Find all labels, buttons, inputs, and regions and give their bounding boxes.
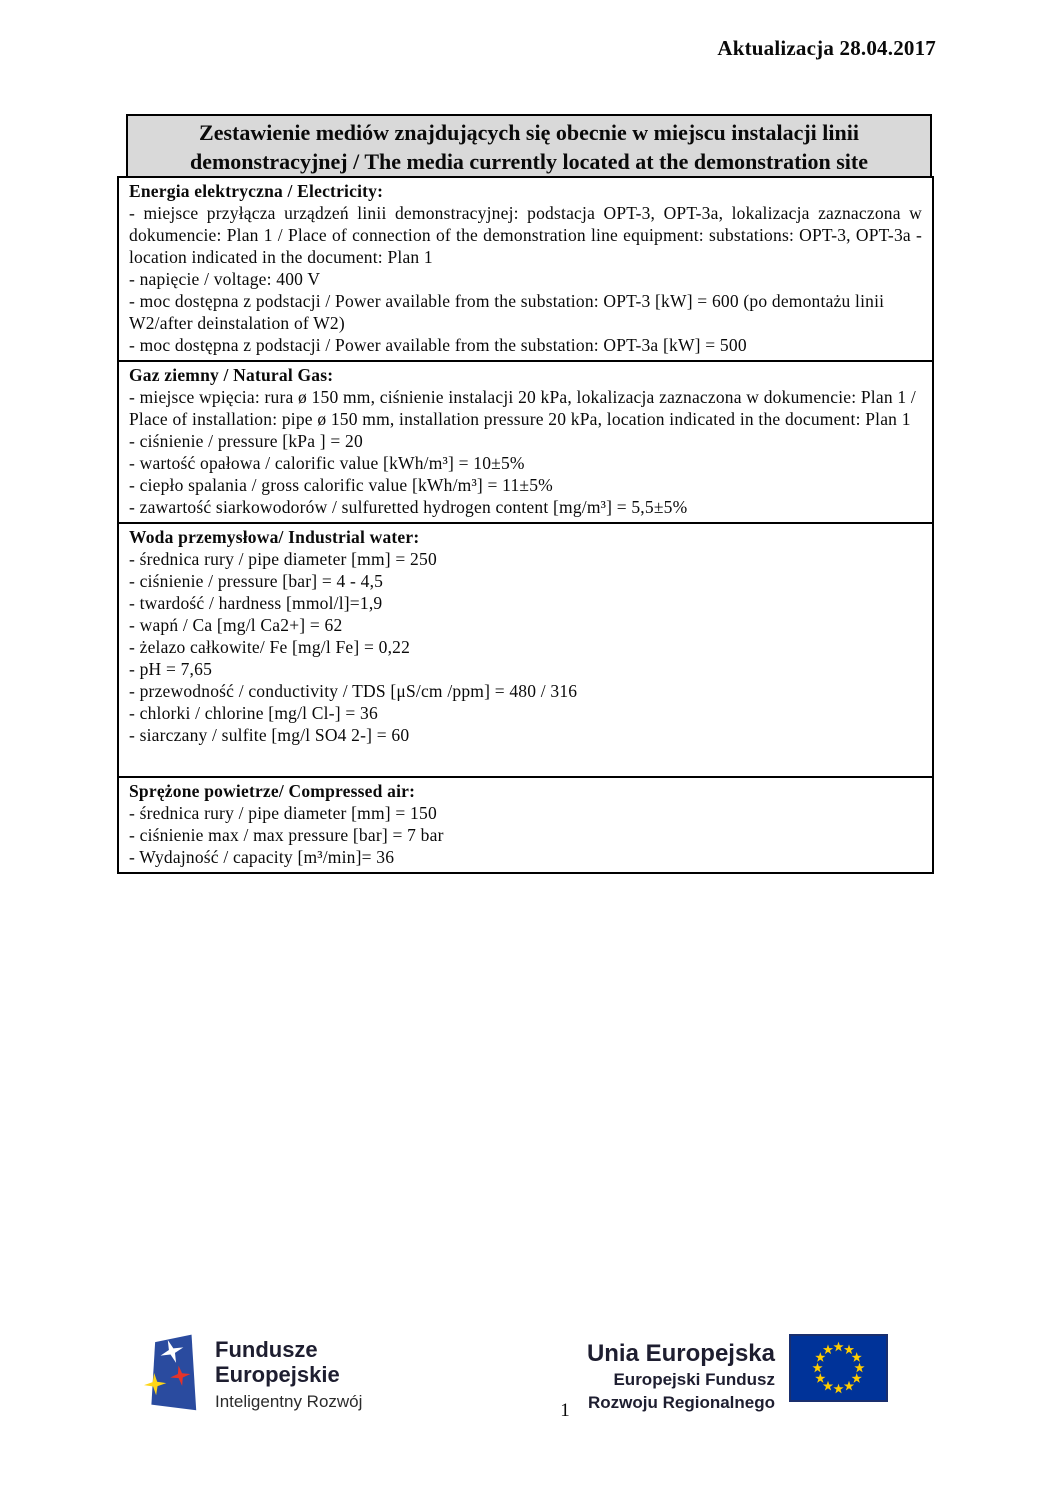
page-number: 1 bbox=[560, 1400, 570, 1421]
media-item: - napięcie / voltage: 400 V bbox=[129, 269, 321, 289]
media-item: - ciśnienie / pressure [bar] = 4 - 4,5 bbox=[129, 571, 384, 591]
media-table bbox=[117, 176, 934, 874]
fe-logo-line3: Inteligentny Rozwój bbox=[215, 1392, 363, 1411]
media-item: - Wydajność / capacity [m³/min]= 36 bbox=[129, 847, 395, 867]
section-heading: Gaz ziemny / Natural Gas: bbox=[129, 365, 334, 385]
media-item: - średnica rury / pipe diameter [mm] = 150 bbox=[129, 803, 437, 823]
media-item: - moc dostępna z podstacji / Power available from the substation: OPT-3 [kW] = 600 (po demontażu linii W2/after deinstalation of W2) bbox=[129, 291, 885, 333]
fe-logo-line1: Fundusze bbox=[215, 1337, 318, 1362]
section-heading: Sprężone powietrze/ Compressed air: bbox=[129, 781, 416, 801]
section-industrial-water bbox=[119, 522, 932, 776]
media-item: - pH = 7,65 bbox=[129, 659, 213, 679]
fe-logo-line2: Europejskie bbox=[215, 1362, 340, 1387]
media-item: - chlorki / chlorine [mg/l Cl-] = 36 bbox=[129, 703, 378, 723]
media-item: - ciepło spalania / gross calorific value [kWh/m³] = 11±5% bbox=[129, 475, 553, 495]
eu-logo-line2: Europejski Fundusz bbox=[613, 1370, 775, 1389]
media-item: - miejsce wpięcia: rura ø 150 mm, ciśnienie instalacji 20 kPa, lokalizacja zaznaczona w dokumencie: Plan 1 / Place of installation: pipe ø 150 mm, installation pressure 20 kPa, location indicated in the document: Plan 1 bbox=[129, 387, 916, 429]
media-item: - ciśnienie / pressure [kPa ] = 20 bbox=[129, 431, 363, 451]
section-items bbox=[129, 202, 922, 356]
media-item: - zawartość siarkowodorów / sulfuretted hydrogen content [mg/m³] = 5,5±5% bbox=[129, 497, 688, 517]
media-item: - żelazo całkowite/ Fe [mg/l Fe] = 0,22 bbox=[129, 637, 411, 657]
media-item: - przewodność / conductivity / TDS [μS/cm /ppm] = 480 / 316 bbox=[129, 681, 578, 701]
section-items bbox=[129, 386, 922, 518]
fe-logo-text bbox=[215, 1337, 362, 1412]
media-item: - średnica rury / pipe diameter [mm] = 250 bbox=[129, 549, 437, 569]
media-item: - miejsce przyłącza urządzeń linii demonstracyjnej: podstacja OPT-3, OPT-3a, lokalizacja zaznaczona w dokumencie: Plan 1 / Place of connection of the demonstration line equipment: substations: OPT-3, OPT-3a - location indicated in the document: Plan 1 bbox=[129, 203, 922, 267]
media-item: - siarczany / sulfite [mg/l SO4 2-] = 60 bbox=[129, 725, 410, 745]
section-heading: Woda przemysłowa/ Industrial water: bbox=[129, 527, 420, 547]
eu-logo-line3: Rozwoju Regionalnego bbox=[588, 1393, 775, 1412]
section-electricity bbox=[119, 178, 932, 360]
section-compressed-air bbox=[119, 776, 932, 872]
media-item: - ciśnienie max / max pressure [bar] = 7 bar bbox=[129, 825, 444, 845]
eu-logo-text bbox=[587, 1340, 775, 1413]
eu-logo-line1: Unia Europejska bbox=[586, 1340, 775, 1367]
media-item: - wartość opałowa / calorific value [kWh/m³] = 10±5% bbox=[129, 453, 525, 473]
table-title: Zestawienie mediów znajdujących się obecnie w miejscu instalacji linii demonstracyjnej / The media currently located at the demonstration site bbox=[126, 114, 932, 181]
section-items bbox=[129, 802, 922, 868]
media-item: - twardość / hardness [mmol/l]=1,9 bbox=[129, 593, 383, 613]
media-item: - moc dostępna z podstacji / Power available from the substation: OPT-3a [kW] = 500 bbox=[129, 335, 747, 355]
fe-flag-icon bbox=[143, 1331, 199, 1413]
eu-flag-icon bbox=[789, 1334, 888, 1402]
section-items bbox=[129, 548, 922, 746]
section-heading: Energia elektryczna / Electricity: bbox=[129, 181, 384, 201]
section-natural-gas bbox=[119, 360, 932, 522]
update-date: Aktualizacja 28.04.2017 bbox=[717, 36, 936, 60]
media-item: - wapń / Ca [mg/l Ca2+] = 62 bbox=[129, 615, 343, 635]
unia-europejska-logo bbox=[587, 1334, 888, 1413]
fundusze-europejskie-logo bbox=[143, 1331, 362, 1413]
